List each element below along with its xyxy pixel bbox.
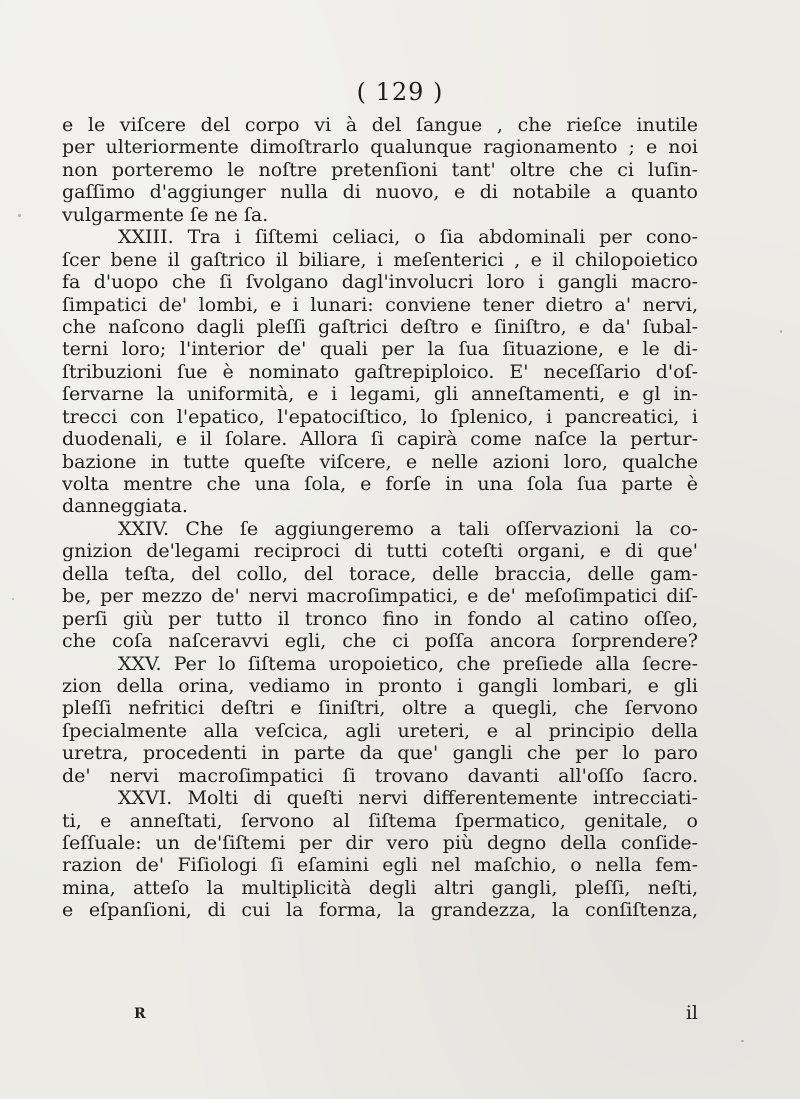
text-line: terni loro; l'interior de' quali per la ſua ſituazione, e le di- (62, 338, 698, 361)
text-line: volta mentre che una ſola, e forſe in una ſola ſua parte è (62, 473, 698, 495)
text-line: ſpecialmente alla veſcica, agli ureteri, e al principio della (62, 719, 698, 742)
text-line: e le viſcere del corpo vi à del ſangue , che rieſce inutile (62, 114, 698, 136)
text-line: razion de' Fiſiologi ſi eſamini egli nel maſchio, o nella fem- (62, 854, 698, 877)
text-line: zion della orina, vediamo in pronto i gangli lombari, e gli (62, 674, 698, 697)
text-line: be, per mezzo de' nervi macroſimpatici, e de' meſoſimpatici diſ- (62, 585, 698, 608)
paragraph-start-xxiv: XXIV. Che ſe aggiungeremo a tali oſſervazioni la co- (118, 517, 698, 540)
text-line: vulgarmente ſe ne ſa. (62, 203, 269, 226)
page-number: ( 129 ) (356, 78, 444, 106)
text-line: bazione in tutte queſte viſcere, e nelle azioni loro, qualche (62, 450, 698, 473)
paragraph-start-xxv: XXV. Per lo ſiſtema uropoietico, che preſiede alla ſecre- (118, 652, 698, 675)
text-line: che naſcono dagli pleſſi gaſtrici deſtro e ſiniſtro, e da' ſubal- (62, 315, 698, 338)
text-line: non porteremo le noſtre pretenſioni tant' oltre che ci luſin- (62, 158, 698, 181)
text-line: de' nervi macroſimpatici ſi trovano davanti all'oſſo ſacro. (62, 764, 698, 787)
text-line: ſimpatici de' lombi, e i lunari: conviene tener dietro a' nervi, (62, 293, 698, 316)
text-line: uretra, procedenti in parte da que' gangli che per lo paro (62, 742, 698, 765)
catchword: il (685, 1002, 698, 1024)
text-line: mina, atteſo la multiplicità degli altri gangli, pleſſi, neſti, (62, 876, 698, 899)
text-line: fa d'uopo che ſi ſvolgano dagl'involucri loro i gangli macro- (62, 271, 698, 294)
page-footer (62, 1002, 698, 1030)
body-text (62, 114, 698, 922)
paper-speck (12, 598, 14, 600)
paragraph-start-xxvi: XXVI. Molti di queſti nervi differentemente intrecciati- (118, 787, 698, 810)
text-line: trecci con l'epatico, l'epatociſtico, lo ſplenico, i pancreatici, i (62, 405, 698, 428)
text-line: danneggiata. (62, 495, 188, 518)
paper-speck (780, 330, 782, 333)
text-line: ſeſſuale: un de'ſiſtemi per dir vero più degno della conſide- (62, 832, 698, 854)
text-line: perſi giù per tutto il tronco fino in fondo al catino oſſeo, (62, 607, 698, 630)
paper-speck (18, 214, 21, 217)
text-line: gnizion de'legami reciproci di tutti coteſti organi, e di que' (62, 540, 698, 563)
text-line: ti, e anneſtati, ſervono al ſiſtema ſpermatico, genitale, o (62, 809, 698, 832)
text-line: gaſſimo d'aggiunger nulla di nuovo, e di notabile a quanto (62, 181, 698, 204)
paragraph-start-xxiii: XXIII. Tra i ſiſtemi celiaci, o ſia abdominali per cono- (118, 226, 698, 249)
text-line: ſcer bene il gaſtrico il biliare, i meſenterici , e il chilopoietico (62, 248, 698, 271)
text-line: e eſpanſioni, di cui la forma, la grandezza, la conſiſtenza, (62, 899, 698, 922)
signature-mark: R (134, 1006, 146, 1022)
text-line: che coſa naſceravvi egli, che ci poſſa ancora ſorprendere? (62, 630, 698, 653)
text-line: ſtribuzioni ſue è nominato gaſtrepiploico. E' neceſſario d'oſ- (62, 360, 698, 383)
paper-speck (741, 1040, 744, 1042)
text-line: ſervarne la uniformità, e i legami, gli anneſtamenti, e gl in- (62, 383, 698, 406)
text-line: per ulteriormente dimoſtrarlo qualunque ragionamento ; e noi (62, 136, 698, 159)
text-line: duodenali, e il ſolare. Allora ſi capirà come naſce la pertur- (62, 428, 698, 451)
text-line: pleſſi nefritici deſtri e ſiniſtri, oltre a quegli, che ſervono (62, 697, 698, 720)
text-line: della teſta, del collo, del torace, delle braccia, delle gam- (62, 562, 698, 585)
